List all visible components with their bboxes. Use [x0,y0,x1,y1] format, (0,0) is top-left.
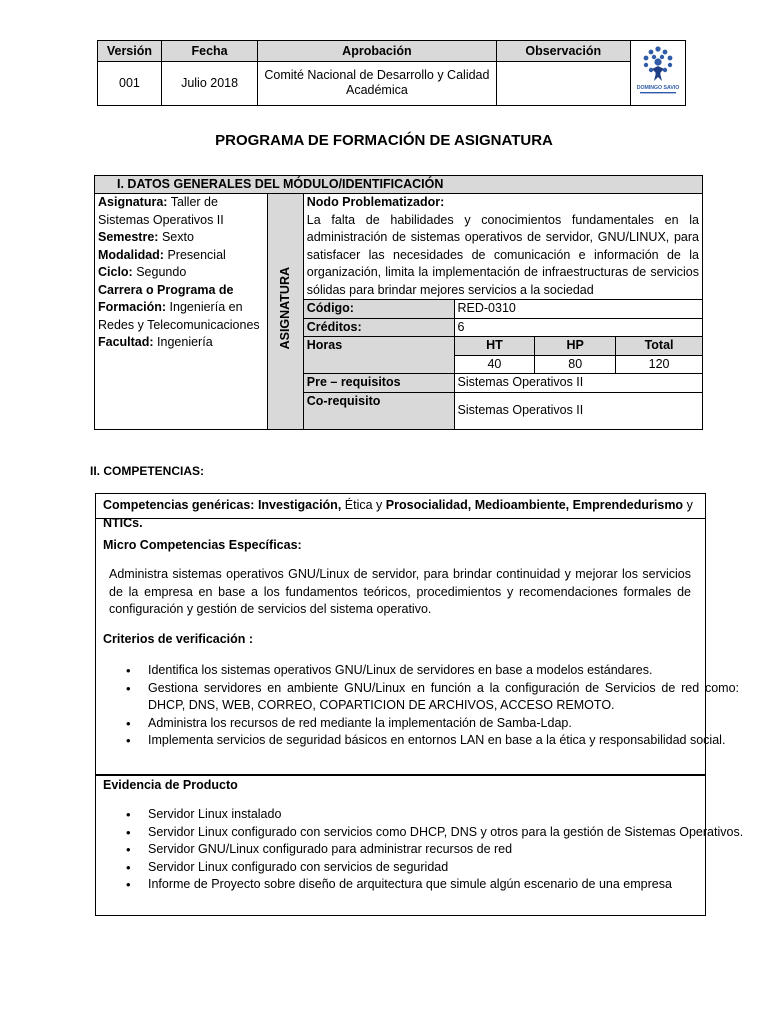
version-table [97,40,686,106]
hp-label: HP [535,337,616,356]
evidencia-label: Evidencia de Producto [103,778,238,792]
prereq-label: Pre – requisitos [303,374,454,393]
nodo-text: La falta de habilidades y conocimientos fundamentales en la administración de sistemas operativos de servidor, GNU/LINUX, para satisfacer las necesidades de comunicación e información de la organización, limita la implementación de infraestructuras de servicios sólidas para brindar mejores servicios a la sociedad [306,212,699,297]
fecha-value: Julio 2018 [161,61,257,105]
genericas-post: Prosocialidad, Medioambiente, Emprendedurismo [385,498,684,512]
criterios-list [96,662,743,750]
micro-text: Administra sistemas operativos GNU/Linux de servidor, para brindar continuidad y mejorar los servicios de la empresa en base a los fundamentos teóricos, procedimientos y recomendaciones formales de configuración y gestión de servicios del sistema operativo. [109,567,691,616]
coreq-value: Sistemas Operativos II [454,392,703,429]
col-aprobacion: Aprobación [258,41,496,62]
criterio-item: • Implementa servicios de seguridad básicos en entornos LAN en base a la ética y responsabilidad social. [148,732,743,750]
evidencia-item: • Servidor GNU/Linux configurado para administrar recursos de red [148,841,752,859]
ciclo-value: Segundo [136,265,187,279]
observacion-value [496,61,630,105]
carrera-label: Carrera o Programa de Formación: [98,282,234,314]
evidencia-item: • Servidor Linux configurado con servicios de seguridad [148,859,752,877]
evidencia-item: • Servidor Linux instalado [148,806,752,824]
genericas-label: Competencias genéricas: [103,498,255,512]
section2-heading: II. COMPETENCIAS: [90,464,205,478]
asignatura-value: Taller de Sistemas Operativos II [98,195,224,227]
hp-value: 80 [535,355,616,374]
col-version: Versión [98,41,162,62]
semestre-value: Sexto [161,230,194,244]
section1-heading: I. DATOS GENERALES DEL MÓDULO/IDENTIFICACIÓN [95,176,703,194]
modalidad-label: Modalidad: [98,247,164,262]
evidencia-item: • Informe de Proyecto sobre diseño de arquitectura que simule algún escenario de una empresa [148,876,752,894]
nodo-problematizador [303,194,702,300]
prereq-value: Sistemas Operativos II [454,374,703,393]
evidencia-item: • Servidor Linux configurado con servicios como DHCP, DNS y otros para la gestión de Sistemas Operativos. [148,824,752,842]
evidencia-list [96,806,752,894]
logo-cell [630,41,685,106]
genericas-pre: Investigación, [257,498,342,512]
logo-text: DOMINGO SAVIO [636,85,680,91]
genericas-line [103,497,699,532]
genericas-end: NTICs. [103,515,143,530]
horas-label: Horas [303,337,454,374]
codigo-value: RED-0310 [454,300,703,319]
facultad-label: Facultad: [98,335,154,349]
asignatura-details [95,194,268,430]
asignatura-vertical-cell [267,194,303,430]
total-value: 120 [616,355,703,374]
competencias-box [95,493,739,776]
asignatura-label: Asignatura: [98,195,168,209]
total-label: Total [616,337,703,356]
evidencia-box [95,774,744,916]
col-fecha: Fecha [161,41,257,62]
creditos-label: Créditos: [303,318,454,337]
coreq-label: Co-requisito [303,392,454,429]
ht-value: 40 [454,355,535,374]
domingo-savio-logo-icon [633,43,683,99]
criterio-item: • Gestiona servidores en ambiente GNU/Linux en función a la configuración de Servicios de red como: DHCP, DNS, WEB, CORREO, COPARTICION DE ARCHIVOS, ACCESO REMOTO. [148,680,743,715]
version-value: 001 [98,61,162,105]
page-title: PROGRAMA DE FORMACIÓN DE ASIGNATURA [215,132,553,149]
genericas-y: y [686,498,693,512]
facultad-value: Ingeniería [157,335,213,349]
datos-generales-table [94,175,703,430]
semestre-label: Semestre: [98,230,159,244]
col-observacion: Observación [496,41,630,62]
aprobacion-value: Comité Nacional de Desarrollo y Calidad Académica [258,61,496,105]
ciclo-label: Ciclo: [98,265,133,279]
criterio-item: • Administra los recursos de red mediante la implementación de Samba-Ldap. [148,715,743,733]
asignatura-vertical-label: ASIGNATURA [277,267,292,350]
codigo-label: Código: [303,300,454,319]
micro-label: Micro Competencias Específicas: [103,538,302,552]
carrera-value: Ingeniería en Redes y Telecomunicaciones [98,300,260,332]
criterios-label: Criterios de verificación : [103,632,254,646]
criterio-item: • Identifica los sistemas operativos GNU/Linux de servidores en base a modelos estándares. [148,662,743,680]
nodo-label: Nodo Problematizador: [306,195,445,209]
modalidad-value: Presencial [167,247,226,262]
genericas-mid: Ética y [344,498,383,512]
creditos-value: 6 [454,318,703,337]
ht-label: HT [454,337,535,356]
divider [96,518,705,519]
